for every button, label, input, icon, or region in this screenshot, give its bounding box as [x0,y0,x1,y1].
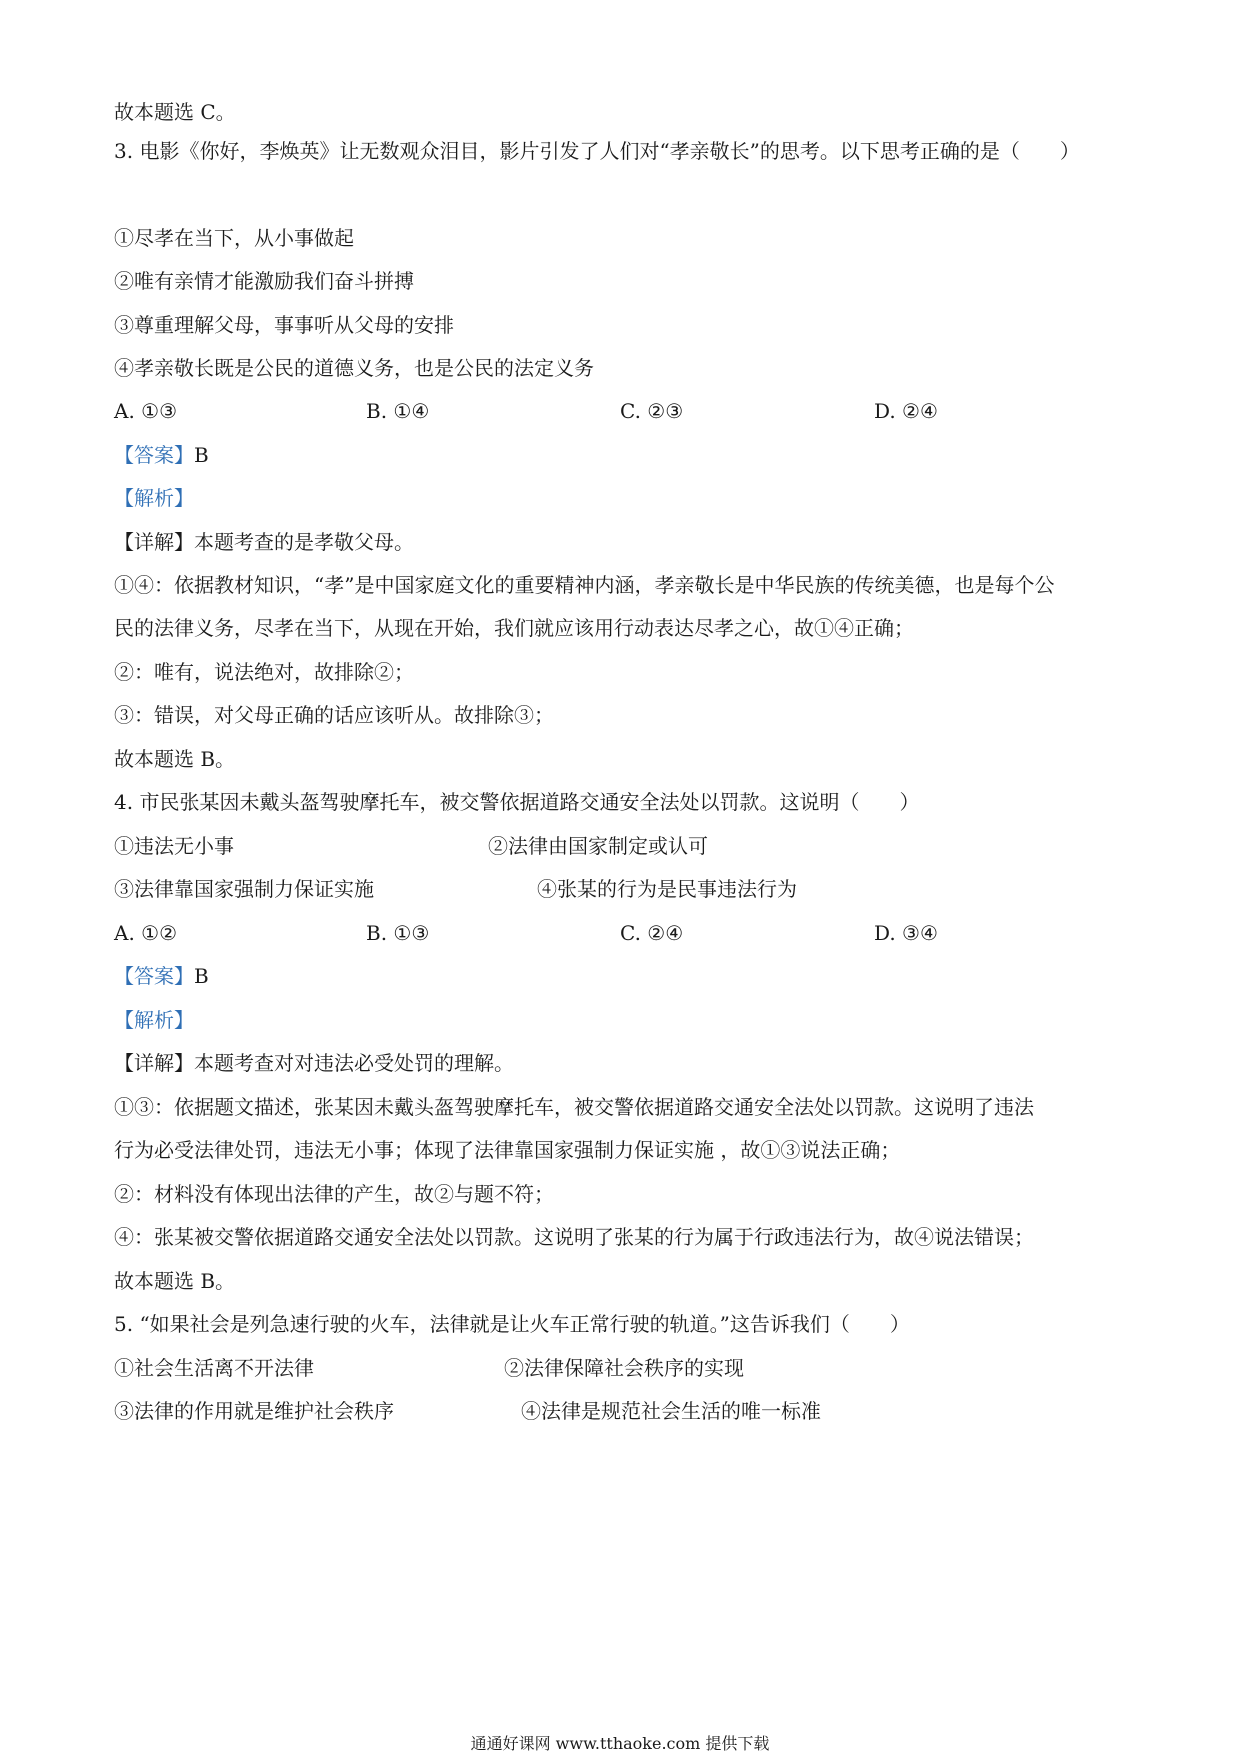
q3-explain-3: ②：唯有，说法绝对，故排除②； [114,660,414,684]
q4-option-d: D. ③④ [874,921,938,945]
detail-text: 本题考查的是孝敬父母。 [194,530,414,554]
q3-stem: 3. 电影《你好，李焕英》让无数观众泪目，影片引发了人们对“孝亲敬长”的思考。以下思考正确的是（ ） [114,139,1080,163]
q3-statement-2: ②唯有亲情才能激励我们奋斗拼搏 [114,269,414,293]
q4-statement-1: ①违法无小事 [114,834,234,858]
analysis-tag: 【解析】 [114,486,194,510]
q4-stem: 4. 市民张某因未戴头盔驾驶摩托车，被交警依据道路交通安全法处以罚款。这说明（ ） [114,790,920,814]
q3-explain-5: 故本题选 B。 [114,747,236,771]
q3-statement-1: ①尽孝在当下，从小事做起 [114,226,354,250]
q3-explain-4: ③：错误，对父母正确的话应该听从。故排除③； [114,703,554,727]
detail-tag: 【详解】 [114,1051,194,1075]
analysis-tag: 【解析】 [114,1008,194,1032]
q4-explain-1: ①③：依据题文描述，张某因未戴头盔驾驶摩托车，被交警依据道路交通安全法处以罚款。这说明了违法 [114,1095,1034,1119]
q3-detail [114,529,414,555]
answer-tag: 【答案】 [114,964,194,988]
detail-text: 本题考查对对违法必受处罚的理解。 [194,1051,514,1075]
q3-answer [114,442,209,468]
q4-answer [114,963,209,989]
detail-tag: 【详解】 [114,530,194,554]
q4-option-b: B. ①③ [366,921,430,945]
q4-option-c: C. ②④ [620,921,684,945]
q3-statement-4: ④孝亲敬长既是公民的道德义务，也是公民的法定义务 [114,356,594,380]
q4-explain-2: 行为必受法律处罚，违法无小事；体现了法律靠国家强制力保证实施 ，故①③说法正确； [114,1138,901,1162]
q4-statement-2: ②法律由国家制定或认可 [488,834,708,858]
q3-statement-3: ③尊重理解父母，事事听从父母的安排 [114,313,454,337]
q4-statement-3: ③法律靠国家强制力保证实施 [114,877,374,901]
q4-analysis [114,1007,194,1033]
q3-option-b: B. ①④ [366,399,430,423]
q4-option-a: A. ①② [114,921,178,945]
q3-analysis [114,485,194,511]
q5-stem: 5. “如果社会是列急速行驶的火车，法律就是让火车正常行驶的轨道。”这告诉我们（ ） [114,1312,910,1336]
answer-value: B [194,964,209,988]
answer-tag: 【答案】 [114,443,194,467]
q5-statement-3: ③法律的作用就是维护社会秩序 [114,1399,394,1423]
q3-option-a: A. ①③ [114,399,178,423]
q5-statement-2: ②法律保障社会秩序的实现 [504,1356,744,1380]
q3-option-d: D. ②④ [874,399,938,423]
q3-option-c: C. ②③ [620,399,684,423]
q3-explain-2: 民的法律义务，尽孝在当下，从现在开始，我们就应该用行动表达尽孝之心，故①④正确； [114,616,914,640]
q2-conclusion: 故本题选 C。 [114,100,236,124]
answer-value: B [194,443,209,467]
q4-explain-5: 故本题选 B。 [114,1269,236,1293]
q3-explain-1: ①④：依据教材知识，“孝”是中国家庭文化的重要精神内涵，孝亲敬长是中华民族的传统美德，也是每个公 [114,573,1055,597]
page-footer: 通通好课网 www.tthaoke.com 提供下载 [470,1734,770,1753]
q4-statement-4: ④张某的行为是民事违法行为 [537,877,797,901]
q5-statement-4: ④法律是规范社会生活的唯一标准 [521,1399,821,1423]
q4-detail [114,1050,514,1076]
q5-statement-1: ①社会生活离不开法律 [114,1356,314,1380]
q4-explain-3: ②：材料没有体现出法律的产生，故②与题不符； [114,1182,554,1206]
q4-explain-4: ④：张某被交警依据道路交通安全法处以罚款。这说明了张某的行为属于行政违法行为，故④说法错误； [114,1225,1034,1249]
